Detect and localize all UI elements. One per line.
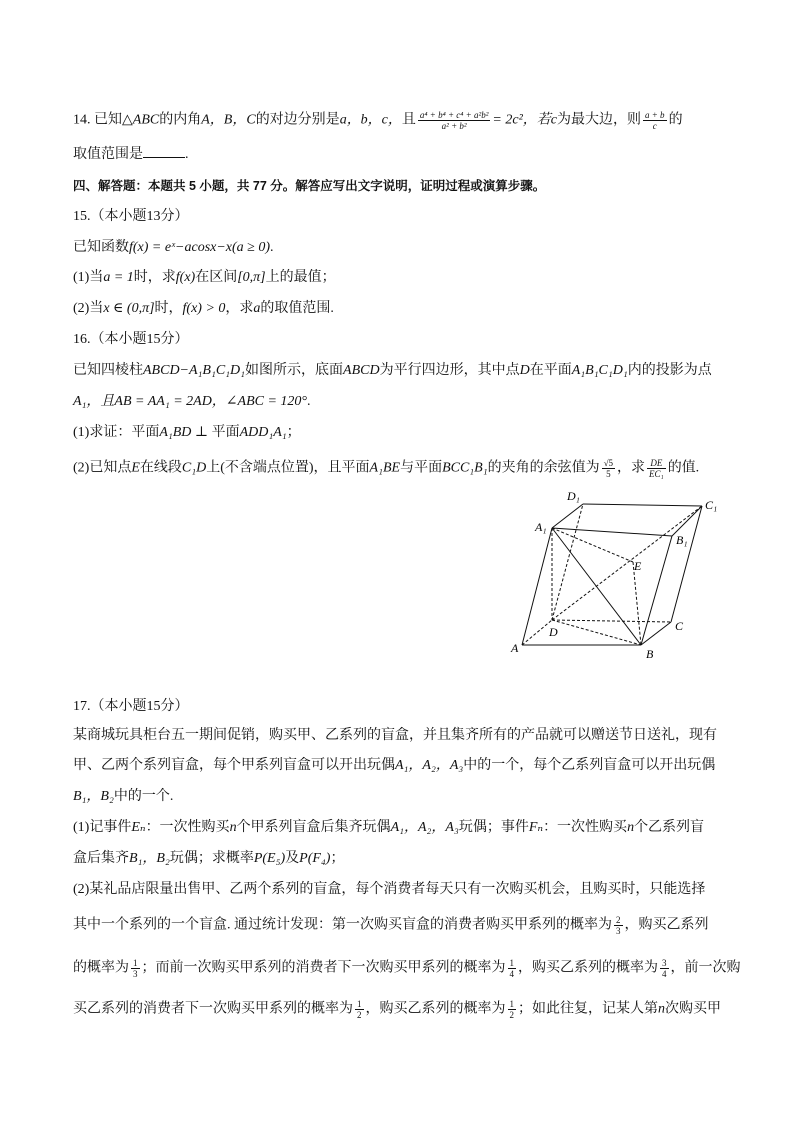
q15-header: 15.（本小题13分） <box>73 209 189 224</box>
edge-db <box>552 620 641 645</box>
edge-bc <box>641 622 671 645</box>
q16-plane: A₁B₁C₁D₁ <box>571 363 628 378</box>
q14-frac2-num: a + b <box>644 110 665 120</box>
q14-text1: 的内角 <box>159 112 202 128</box>
q16-line2 <box>73 392 311 412</box>
q17-l3-b: 中的一个. <box>113 789 174 804</box>
label-d: D <box>549 625 558 639</box>
q15-line1 <box>73 238 274 258</box>
q17-l3-m: B₁，B₂ <box>73 789 114 804</box>
q15-p2-c: ，求 <box>225 301 254 316</box>
q16-p2-e: E <box>131 460 140 476</box>
q16-l1-f: 内的投影为点 <box>627 363 712 378</box>
q16-p2-c1d: C₁D <box>181 460 207 476</box>
q16-p2-c: 上(不含端点位置)，且平面 <box>206 460 370 476</box>
q17-line2 <box>73 756 715 776</box>
q14-sides: a，b，c， <box>339 112 402 128</box>
edge-a1b1 <box>552 528 672 536</box>
q15-p2-x: x ∈ (0,π] <box>103 301 155 316</box>
section-heading: 四、解答题：本题共 5 小题，共 77 分。解答应写出文字说明，证明过程或演算步骤。 <box>73 179 546 193</box>
q17-l4-n: n <box>229 820 237 835</box>
q15-function: f(x) = eˣ−acosx−x(a ≥ 0) <box>129 240 271 255</box>
q17-l4-c: 个甲系列盲盒后集齐玩偶 <box>236 820 391 835</box>
q17-l4-b: ：一次性购买 <box>145 820 230 835</box>
q17-l8-c: ，购买乙系列的概率为 <box>518 960 658 976</box>
q17-line8 <box>73 958 741 979</box>
q16-line1 <box>73 361 712 381</box>
q16-p2-e2: 的夹角的余弦值为 <box>487 460 600 476</box>
edge-dc <box>552 620 671 622</box>
q14-angles: A，B，C <box>201 112 256 128</box>
q17-l2-m: A₁，A₂，A₃ <box>395 758 464 773</box>
q17-l8-a: 的概率为 <box>73 960 129 976</box>
q14-text3: 且 <box>401 112 416 128</box>
edge-bb1 <box>641 536 672 645</box>
label-a: A <box>511 641 519 655</box>
prism-figure <box>505 488 730 660</box>
edge-cc1 <box>671 506 702 622</box>
q14-line2-end: . <box>185 147 189 162</box>
q17-l7-a: 其中一个系列的一个盲盒. 通过统计发现：第一次购买盲盒的消费者购买甲系列的概率为 <box>73 917 612 933</box>
q16-p2-d: 与平面 <box>400 460 443 476</box>
q16-p2-g: 的值. <box>667 460 700 476</box>
q14-eq: = 2c²，若 <box>492 112 551 128</box>
label-b: B <box>646 647 654 660</box>
q17-l8-f3d: 4 <box>662 969 667 979</box>
q17-l5-p: P(E₅) <box>253 851 286 866</box>
q17-l4-fn: Fₙ <box>528 820 544 835</box>
q14-text4: 为最大边，则 <box>556 112 641 128</box>
edge-a1d1 <box>552 504 583 528</box>
q15-p2-a: a <box>253 301 261 316</box>
q15-p1-a: a = 1 <box>103 270 134 285</box>
q17-l8-f2n: 1 <box>509 958 514 968</box>
q17-l9-frac2 <box>508 999 517 1020</box>
q15-line1-end: . <box>270 240 274 255</box>
q17-l9-frac1 <box>355 999 364 1020</box>
label-c1: C₁ <box>705 498 718 512</box>
q14-prefix: 14. 已知△ <box>73 112 133 128</box>
q17-line7 <box>73 915 709 936</box>
q17-l8-d: ，前一次购 <box>670 960 741 976</box>
q16-p2-bcc: BCC₁B₁ <box>442 460 488 476</box>
q17-l9-n: n <box>658 1001 665 1017</box>
q17-l8-frac1 <box>131 958 140 979</box>
q17-l9-f1d: 2 <box>357 1010 362 1020</box>
q14-frac-den: a² + b² <box>441 121 467 131</box>
q17-l4-n2: n <box>627 820 635 835</box>
q14-frac-num: a⁴ + b⁴ + c⁴ + a²b² <box>419 110 489 120</box>
q16-p2-a: (2)已知点 <box>73 460 132 476</box>
q15-line1-a: 已知函数 <box>73 240 129 255</box>
q16-prism: ABCD−A₁B₁C₁D₁ <box>143 363 246 378</box>
q17-l9-f2d: 2 <box>509 1010 514 1020</box>
q16-part2 <box>73 458 699 479</box>
q16-frac-cos <box>602 458 615 479</box>
q17-l9-f1n: 1 <box>357 999 362 1009</box>
q16-p1: (1)求证：平面 <box>73 425 160 440</box>
q17-line6: (2)某礼品店限量出售甲、乙两个系列的盲盒，每个消费者每天只有一次购买机会，且购买时，只能选择 <box>73 882 706 897</box>
label-d1: D₁ <box>567 489 580 503</box>
q15-part2 <box>73 299 334 319</box>
q17-line4 <box>73 818 704 838</box>
q17-l4-m: A₁，A₂，A₃ <box>390 820 459 835</box>
q17-l8-f3n: 3 <box>662 958 667 968</box>
q17-l8-b: ；而前一次购买甲系列的消费者下一次购买甲系列的概率为 <box>141 960 506 976</box>
q14-c: c <box>550 112 557 128</box>
q17-l7-fd: 3 <box>616 926 621 936</box>
q17-line9 <box>73 999 721 1020</box>
q16-frac2-num: DE <box>647 458 666 469</box>
q17-l5-m: B₁，B₂ <box>129 851 170 866</box>
q16-p2-f: ，求 <box>617 460 646 476</box>
q17-l2-a: 甲、乙两个系列盲盒，每个甲系列盲盒可以开出玩偶 <box>73 758 395 773</box>
q16-l2-a: A₁，且 <box>73 394 115 409</box>
q17-l8-f1d: 3 <box>133 969 138 979</box>
q17-l7-b: ，购买乙系列 <box>624 917 709 933</box>
q16-part1 <box>73 423 301 443</box>
q16-abcd: ABCD <box>343 363 380 378</box>
q17-l4-d: 玩偶；事件 <box>458 820 529 835</box>
q16-frac2-den: EC₁ <box>649 469 664 479</box>
q17-l8-frac2 <box>508 958 517 979</box>
prism-diagram <box>505 488 730 660</box>
q16-p2-a1be: A₁BE <box>369 460 401 476</box>
q16-l1-c: 为平行四边形，其中点 <box>379 363 520 378</box>
q15-p1-b: 时，求 <box>133 270 176 285</box>
q17-l8-f2d: 4 <box>509 969 514 979</box>
q16-l1-a: 已知四棱柱 <box>73 363 143 378</box>
label-a1: A₁ <box>535 520 547 534</box>
q16-l1-b: 如图所示，底面 <box>245 363 344 378</box>
q16-l1-e: 在平面 <box>529 363 572 378</box>
answer-blank <box>143 145 185 158</box>
q16-p1-a: A₁BD <box>159 425 192 440</box>
q16-l2-end: . <box>307 394 311 409</box>
q17-l9-a: 买乙系列的消费者下一次购买甲系列的概率为 <box>73 1001 353 1017</box>
q17-l9-c: ；如此往复，记某人第 <box>518 1001 658 1017</box>
q17-l7-frac <box>614 915 623 936</box>
q17-header: 17.（本小题15分） <box>73 699 189 714</box>
q17-l9-b: ，购买乙系列的概率为 <box>365 1001 506 1017</box>
q14-line2-text: 取值范围是 <box>73 147 143 162</box>
q15-p1: (1)当 <box>73 270 104 285</box>
q16-l2-eq: AB = AA₁ = 2AD，∠ABC = 120° <box>114 394 308 409</box>
label-e: E <box>634 559 642 573</box>
edge-a1e <box>552 528 633 562</box>
q16-p1-c: ADD₁A₁ <box>239 425 287 440</box>
edge-aa1 <box>522 528 552 645</box>
q17-l5-b: 玩偶；求概率 <box>169 851 254 866</box>
q16-p2-b: 在线段 <box>139 460 182 476</box>
q14-line1 <box>73 110 683 131</box>
q17-l5-q: P(F₄) <box>299 851 331 866</box>
q14-text5: 的 <box>668 112 683 128</box>
q17-l4-a: (1)记事件 <box>73 820 132 835</box>
q16-p1-d: ； <box>286 425 301 440</box>
q17-l5-a: 盒后集齐 <box>73 851 129 866</box>
q17-l8-frac3 <box>660 958 669 979</box>
q14-triangle: ABC <box>132 112 160 128</box>
q15-p2-d: 的取值范围. <box>260 301 334 316</box>
q17-l5-c: 及 <box>285 851 300 866</box>
q16-d: D <box>519 363 530 378</box>
q14-text2: 的对边分别是 <box>255 112 340 128</box>
q17-l9-d: 次购买甲 <box>665 1001 721 1017</box>
q15-p2: (2)当 <box>73 301 104 316</box>
q16-p1-b: ⊥ 平面 <box>191 425 240 440</box>
q17-line3 <box>73 787 173 807</box>
edge-d1c1 <box>583 504 702 506</box>
q14-fraction2 <box>643 110 667 131</box>
edge-eb <box>633 562 641 645</box>
label-c: C <box>675 619 684 633</box>
edge-ad <box>522 620 552 645</box>
label-b1: B₁ <box>676 533 688 547</box>
q16-frac-den: 5 <box>606 469 611 479</box>
q15-p1-f: f(x) <box>175 270 196 285</box>
q17-l9-f2n: 1 <box>509 999 514 1009</box>
q17-line5 <box>73 849 344 869</box>
q17-l7-fn: 2 <box>616 915 621 925</box>
q16-frac-num: √5 <box>603 458 614 468</box>
q15-part1 <box>73 268 336 288</box>
q17-l8-f1n: 1 <box>133 958 138 968</box>
q15-p2-f: f(x) > 0 <box>182 301 226 316</box>
q16-frac-ratio <box>647 458 666 479</box>
q14-fraction <box>418 110 491 131</box>
q17-l4-e: ：一次性购买 <box>543 820 628 835</box>
q15-p1-c: 在区间 <box>195 270 238 285</box>
edge-dc1 <box>552 506 702 620</box>
q15-p1-interval: [0,π] <box>237 270 266 285</box>
q14-line2 <box>73 145 189 165</box>
q14-frac2-den: c <box>652 121 657 131</box>
q15-p2-b: 时， <box>154 301 183 316</box>
q17-l5-d: ； <box>330 851 345 866</box>
q17-l2-b: 中的一个，每个乙系列盲盒可以开出玩偶 <box>463 758 716 773</box>
q17-line1: 某商城玩具柜台五一期间促销，购买甲、乙系列的盲盒，并且集齐所有的产品就可以赠送节日送礼，现有 <box>73 728 717 743</box>
q17-l4-f: 个乙系列盲 <box>634 820 705 835</box>
q17-l4-en: Eₙ <box>131 820 146 835</box>
q15-p1-d: 上的最值； <box>265 270 336 285</box>
q16-header: 16.（本小题15分） <box>73 332 189 347</box>
